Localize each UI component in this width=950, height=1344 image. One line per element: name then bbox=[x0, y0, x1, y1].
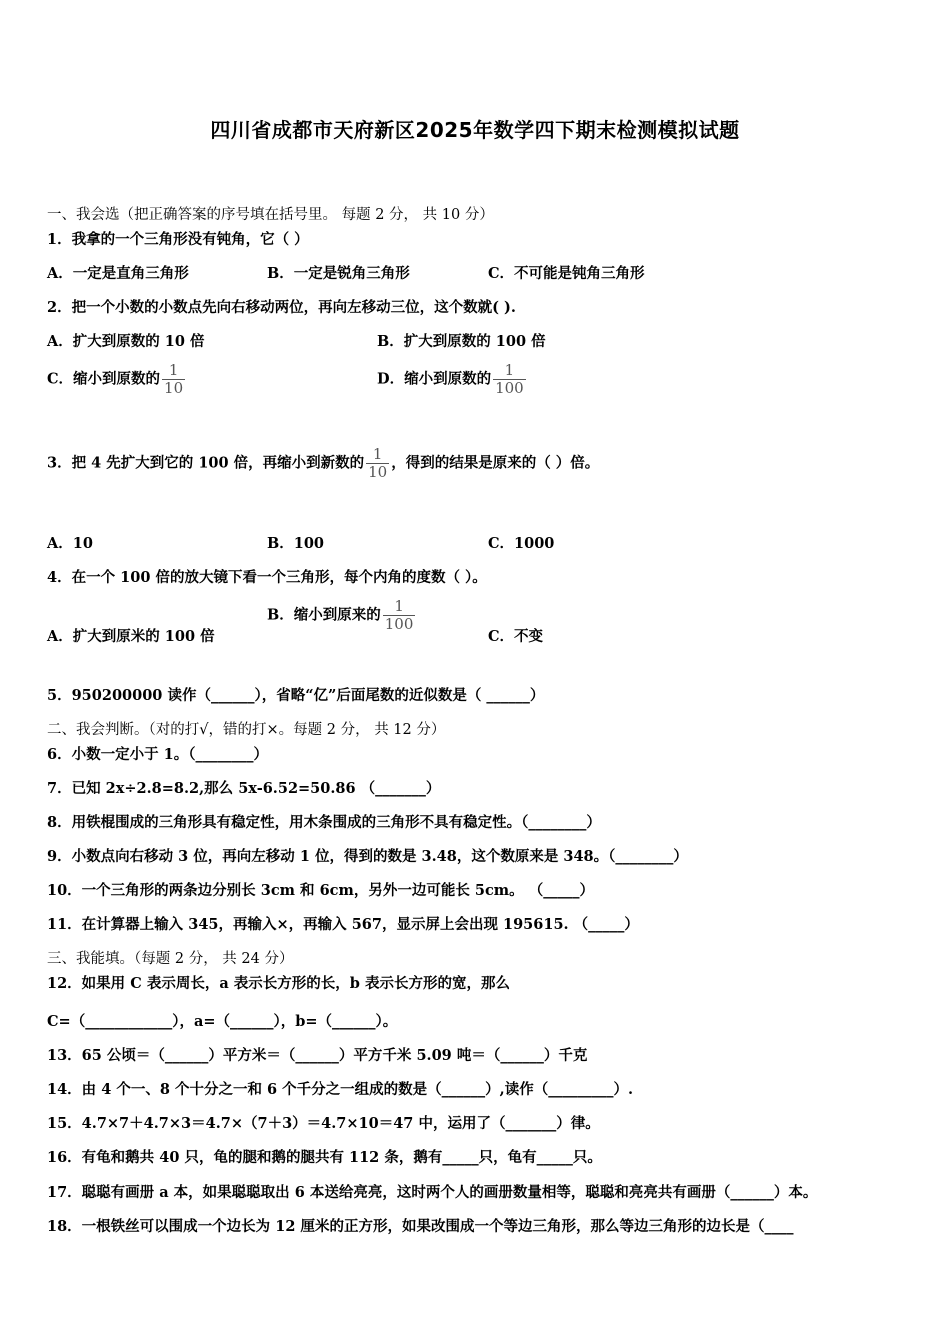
question-7: 7．已知 2x÷2.8=8.2,那么 5x-6.52=50.86 （_______） bbox=[47, 780, 441, 797]
question-2: 2．把一个小数的小数点先向右移动两位，再向左移动三位，这个数就( ). bbox=[47, 299, 516, 316]
question-12: 12．如果用 C 表示周长，a 表示长方形的长，b 表示长方形的宽，那么 bbox=[47, 975, 510, 992]
question-12-formula: C=（____________），a=（______），b=（______）。 bbox=[47, 1013, 398, 1030]
fraction-one-hundredth bbox=[493, 362, 526, 397]
fraction-numerator: 1 bbox=[394, 597, 404, 615]
q2-option-d bbox=[377, 362, 528, 397]
fraction-one-tenth bbox=[162, 362, 185, 397]
question-9: 9．小数点向右移动 3 位，再向左移动 1 位，得到的数是 3.48，这个数原来是 348。（________） bbox=[47, 848, 688, 865]
fraction-denominator: 100 bbox=[495, 379, 524, 397]
question-18: 18．一根铁丝可以围成一个边长为 12 厘米的正方形，如果改围成一个等边三角形，那么等边三角形的边长是（____ bbox=[47, 1218, 794, 1235]
question-8: 8．用铁棍围成的三角形具有稳定性，用木条围成的三角形不具有稳定性。（________） bbox=[47, 814, 601, 831]
q1-option-c: C．不可能是钝角三角形 bbox=[488, 265, 645, 282]
q2-option-c bbox=[47, 362, 187, 397]
fraction-denominator: 10 bbox=[164, 379, 184, 397]
question-4: 4．在一个 100 倍的放大镜下看一个三角形，每个内角的度数（ ）。 bbox=[47, 569, 487, 586]
fraction-one-hundredth bbox=[383, 598, 416, 633]
q1-option-a: A．一定是直角三角形 bbox=[47, 265, 189, 282]
page-title: 四川省成都市天府新区2025年数学四下期末检测模拟试题 bbox=[210, 118, 740, 142]
section-3-heading: 三、我能填。（每题 2 分， 共 24 分） bbox=[47, 951, 294, 967]
q3-option-b: B．100 bbox=[267, 535, 325, 552]
fraction-numerator: 1 bbox=[168, 361, 179, 379]
q3-option-c: C．1000 bbox=[488, 535, 555, 552]
fraction-denominator: 100 bbox=[384, 615, 414, 633]
fraction-one-tenth bbox=[366, 446, 389, 481]
question-16: 16．有龟和鹅共 40 只，龟的腿和鹅的腿共有 112 条，鹅有_____只，龟有_____只。 bbox=[47, 1149, 602, 1166]
question-3-text-before: 3．把 4 先扩大到它的 100 倍，再缩小到新数的 bbox=[47, 454, 365, 472]
question-11: 11．在计算器上输入 345，再输入×，再输入 567，显示屏上会出现 195615. （_____） bbox=[47, 916, 639, 933]
section-1-heading: 一、我会选（把正确答案的序号填在括号里。 每题 2 分， 共 10 分） bbox=[47, 207, 494, 223]
q4-option-c: C．不变 bbox=[488, 628, 544, 645]
question-3 bbox=[47, 446, 599, 481]
section-2-heading: 二、我会判断。（对的打√，错的打×。每题 2 分， 共 12 分） bbox=[47, 722, 446, 738]
q2-option-b: B．扩大到原数的 100 倍 bbox=[377, 333, 546, 350]
fraction-numerator: 1 bbox=[504, 361, 515, 379]
q4-option-b-text: B．缩小到原来的 bbox=[267, 606, 381, 624]
question-10: 10．一个三角形的两条边分别长 3cm 和 6cm，另外一边可能长 5cm。 （_____） bbox=[47, 882, 594, 899]
q2-option-c-text: C．缩小到原数的 bbox=[47, 370, 161, 388]
fraction-denominator: 10 bbox=[368, 463, 388, 481]
question-13: 13．65 公顷＝（______）平方米＝（______）平方千米 5.09 吨＝（______）千克 bbox=[47, 1047, 588, 1064]
question-6: 6．小数一定小于 1。（________） bbox=[47, 746, 268, 763]
question-14: 14．由 4 个一、8 个十分之一和 6 个千分之一组成的数是（______）,读作（_________）. bbox=[47, 1081, 634, 1098]
question-5: 5．950200000 读作（______），省略“亿”后面尾数的近似数是（ ______） bbox=[47, 687, 545, 704]
question-15: 15．4.7×7＋4.7×3＝4.7×（7＋3）＝4.7×10＝47 中，运用了（_______）律。 bbox=[47, 1115, 600, 1132]
q4-option-b bbox=[267, 598, 417, 633]
q1-option-b: B．一定是锐角三角形 bbox=[267, 265, 410, 282]
q2-option-a: A．扩大到原数的 10 倍 bbox=[47, 333, 205, 350]
fraction-numerator: 1 bbox=[372, 445, 383, 463]
q3-option-a: A．10 bbox=[47, 535, 93, 552]
question-3-text-after: ，得到的结果是原来的（ ）倍。 bbox=[391, 454, 600, 472]
q4-option-a: A．扩大到原米的 100 倍 bbox=[47, 628, 215, 645]
question-1: 1．我拿的一个三角形没有钝角，它（ ） bbox=[47, 231, 309, 248]
q2-option-d-text: D．缩小到原数的 bbox=[377, 370, 492, 388]
question-17: 17．聪聪有画册 a 本，如果聪聪取出 6 本送给亮亮，这时两个人的画册数量相等，聪聪和亮亮共有画册（______）本。 bbox=[47, 1184, 818, 1201]
